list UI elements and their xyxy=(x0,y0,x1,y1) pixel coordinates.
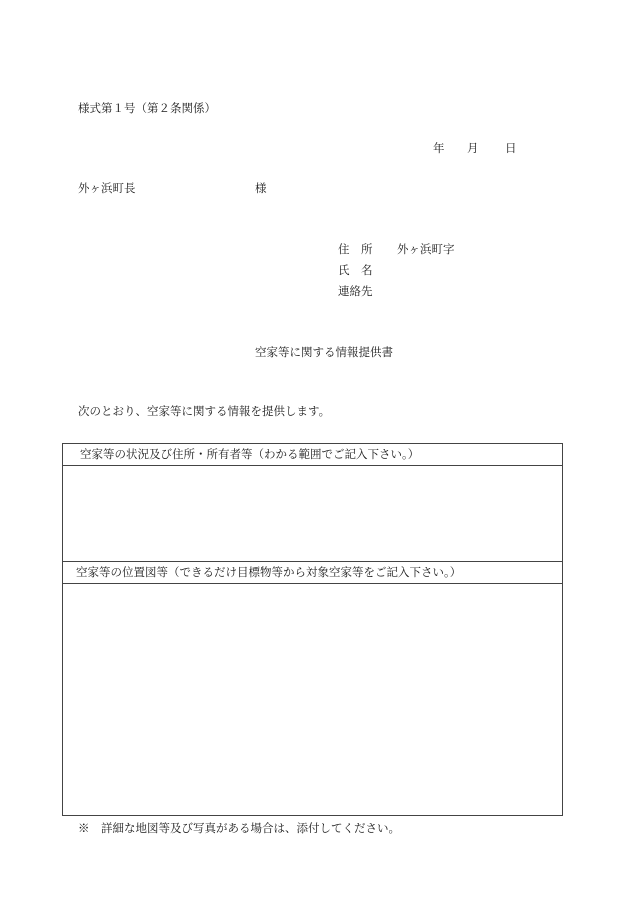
addressee-name: 外ヶ浜町長 xyxy=(78,181,136,195)
status-section-label: 空家等の状況及び住所・所有者等（わかる範囲でご記入下さい。） xyxy=(80,447,420,461)
status-section-field[interactable] xyxy=(63,466,562,562)
date-year-label: 年 xyxy=(433,141,445,155)
form-number: 様式第１号（第２条関係） xyxy=(78,101,216,115)
location-section-label: 空家等の位置図等（できるだけ目標物等から対象空家等をご記入下さい。） xyxy=(76,565,462,579)
date-day-label: 日 xyxy=(505,141,517,155)
address-value: 外ヶ浜町字 xyxy=(397,242,455,256)
footnote: ※ 詳細な地図等及び写真がある場合は、添付してください。 xyxy=(78,821,400,835)
info-table xyxy=(62,443,563,816)
location-map-field[interactable] xyxy=(63,584,562,815)
addressee-honorific: 様 xyxy=(255,181,267,195)
date-month-label: 月 xyxy=(467,141,479,155)
location-section-header xyxy=(63,562,562,584)
intro-text: 次のとおり、空家等に関する情報を提供します。 xyxy=(78,404,331,418)
document-title: 空家等に関する情報提供書 xyxy=(255,345,393,359)
address-label: 住 所 xyxy=(338,242,373,256)
contact-label: 連絡先 xyxy=(338,284,373,298)
name-label: 氏 名 xyxy=(338,263,373,277)
status-section-header xyxy=(63,444,562,466)
